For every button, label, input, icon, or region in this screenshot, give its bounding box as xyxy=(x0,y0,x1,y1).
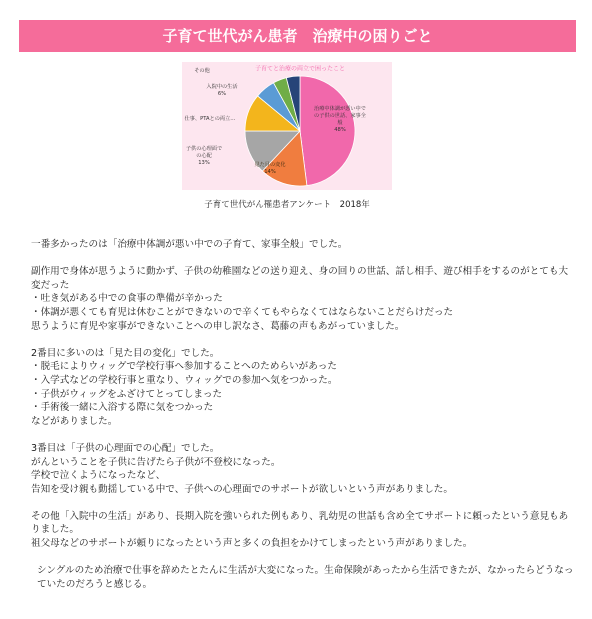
pie-chart-panel xyxy=(182,62,392,190)
paragraph-line: ・体調が悪くても育児は休むことができないので辛くてもやらなくてはならないことだらけだった xyxy=(31,306,454,318)
pie-slice-label: 子供の心理面での心配 13% xyxy=(185,146,223,166)
paragraph-line: 副作用で身体が思うように動かず、子供の幼稚園などの送り迎え、身の回りの世話、話し相手、遊び相手をするのがとても大変だった xyxy=(31,266,569,291)
article-body xyxy=(31,238,576,605)
pie-slice-label: 見た目の変化 14% xyxy=(254,162,286,175)
paragraph-line: ・子供がウィッグをふざけてとってしまった xyxy=(31,388,223,400)
pie-slice-label: 仕事、PTAとの両立… xyxy=(184,116,236,122)
paragraph-line: 一番多かったのは「治療中体調が悪い中での子育て、家事全般」でした。 xyxy=(31,239,348,250)
paragraph-line: ・脱毛によりウィッグで学校行事へ参加することへのためらいがあった xyxy=(31,361,337,373)
paragraph-line: がんということを子供に告げたら子供が不登校になった。 xyxy=(31,456,281,468)
chart-title: 子育てと治療の両立で困ったこと xyxy=(254,65,346,73)
pie-slice-label: その他 xyxy=(194,68,210,74)
paragraph-line: 3番目は「子供の心理面での心配」でした。 xyxy=(31,442,220,454)
paragraph xyxy=(31,347,576,429)
paragraph xyxy=(31,265,576,333)
paragraph xyxy=(31,510,576,551)
paragraph-line: シングルのため治療で仕事を辞めたとたんに生活が大変になった。生命保険があったから生活できたが、なかったらどうなっていたのだろうと感じる。 xyxy=(37,565,574,590)
pie-chart xyxy=(182,62,392,190)
paragraph-line: ・吐き気がある中での食事の準備が辛かった xyxy=(31,293,223,305)
pie-slice-label: 入院中の生活 6% xyxy=(206,84,238,97)
pie-slice xyxy=(300,76,355,186)
paragraph xyxy=(31,238,576,252)
paragraph-line: 告知を受け親も動揺している中で、子供への心理面でのサポートが欲しいという声がありました。 xyxy=(31,483,453,495)
paragraph-line: 2番目に多いのは「見た目の変化」でした。 xyxy=(31,347,220,359)
chart-caption: 子育て世代がん罹患者アンケート 2018年 xyxy=(204,200,370,210)
paragraph-line: 祖父母などのサポートが頼りになったという声と多くの負担をかけてしまったという声がありました。 xyxy=(31,538,473,550)
pie-slice-label: 治療中体調が悪い中での子供の世話、家事全般 48% xyxy=(314,106,366,133)
paragraph xyxy=(31,442,576,496)
page-banner-title: 子育て世代がん患者 治療中の困りごと xyxy=(19,20,576,52)
paragraph-line: 思うように育児や家事ができないことへの申し訳なさ、葛藤の声もあがっていました。 xyxy=(31,320,405,332)
paragraph-line: ・入学式などの学校行事と重なり、ウィッグでの参加へ気をつかった。 xyxy=(31,374,338,386)
paragraph-line: ・手術後一緒に入浴する際に気をつかった xyxy=(31,402,214,414)
paragraph-line: 学校で泣くようになったなど、 xyxy=(31,470,166,482)
paragraph xyxy=(31,564,576,591)
paragraph-line: その他「入院中の生活」があり、長期入院を強いられた例もあり、乳幼児の世話も含め全てサポートに頼ったという意見もありました。 xyxy=(31,510,569,536)
paragraph-line: などがありました。 xyxy=(31,415,118,427)
